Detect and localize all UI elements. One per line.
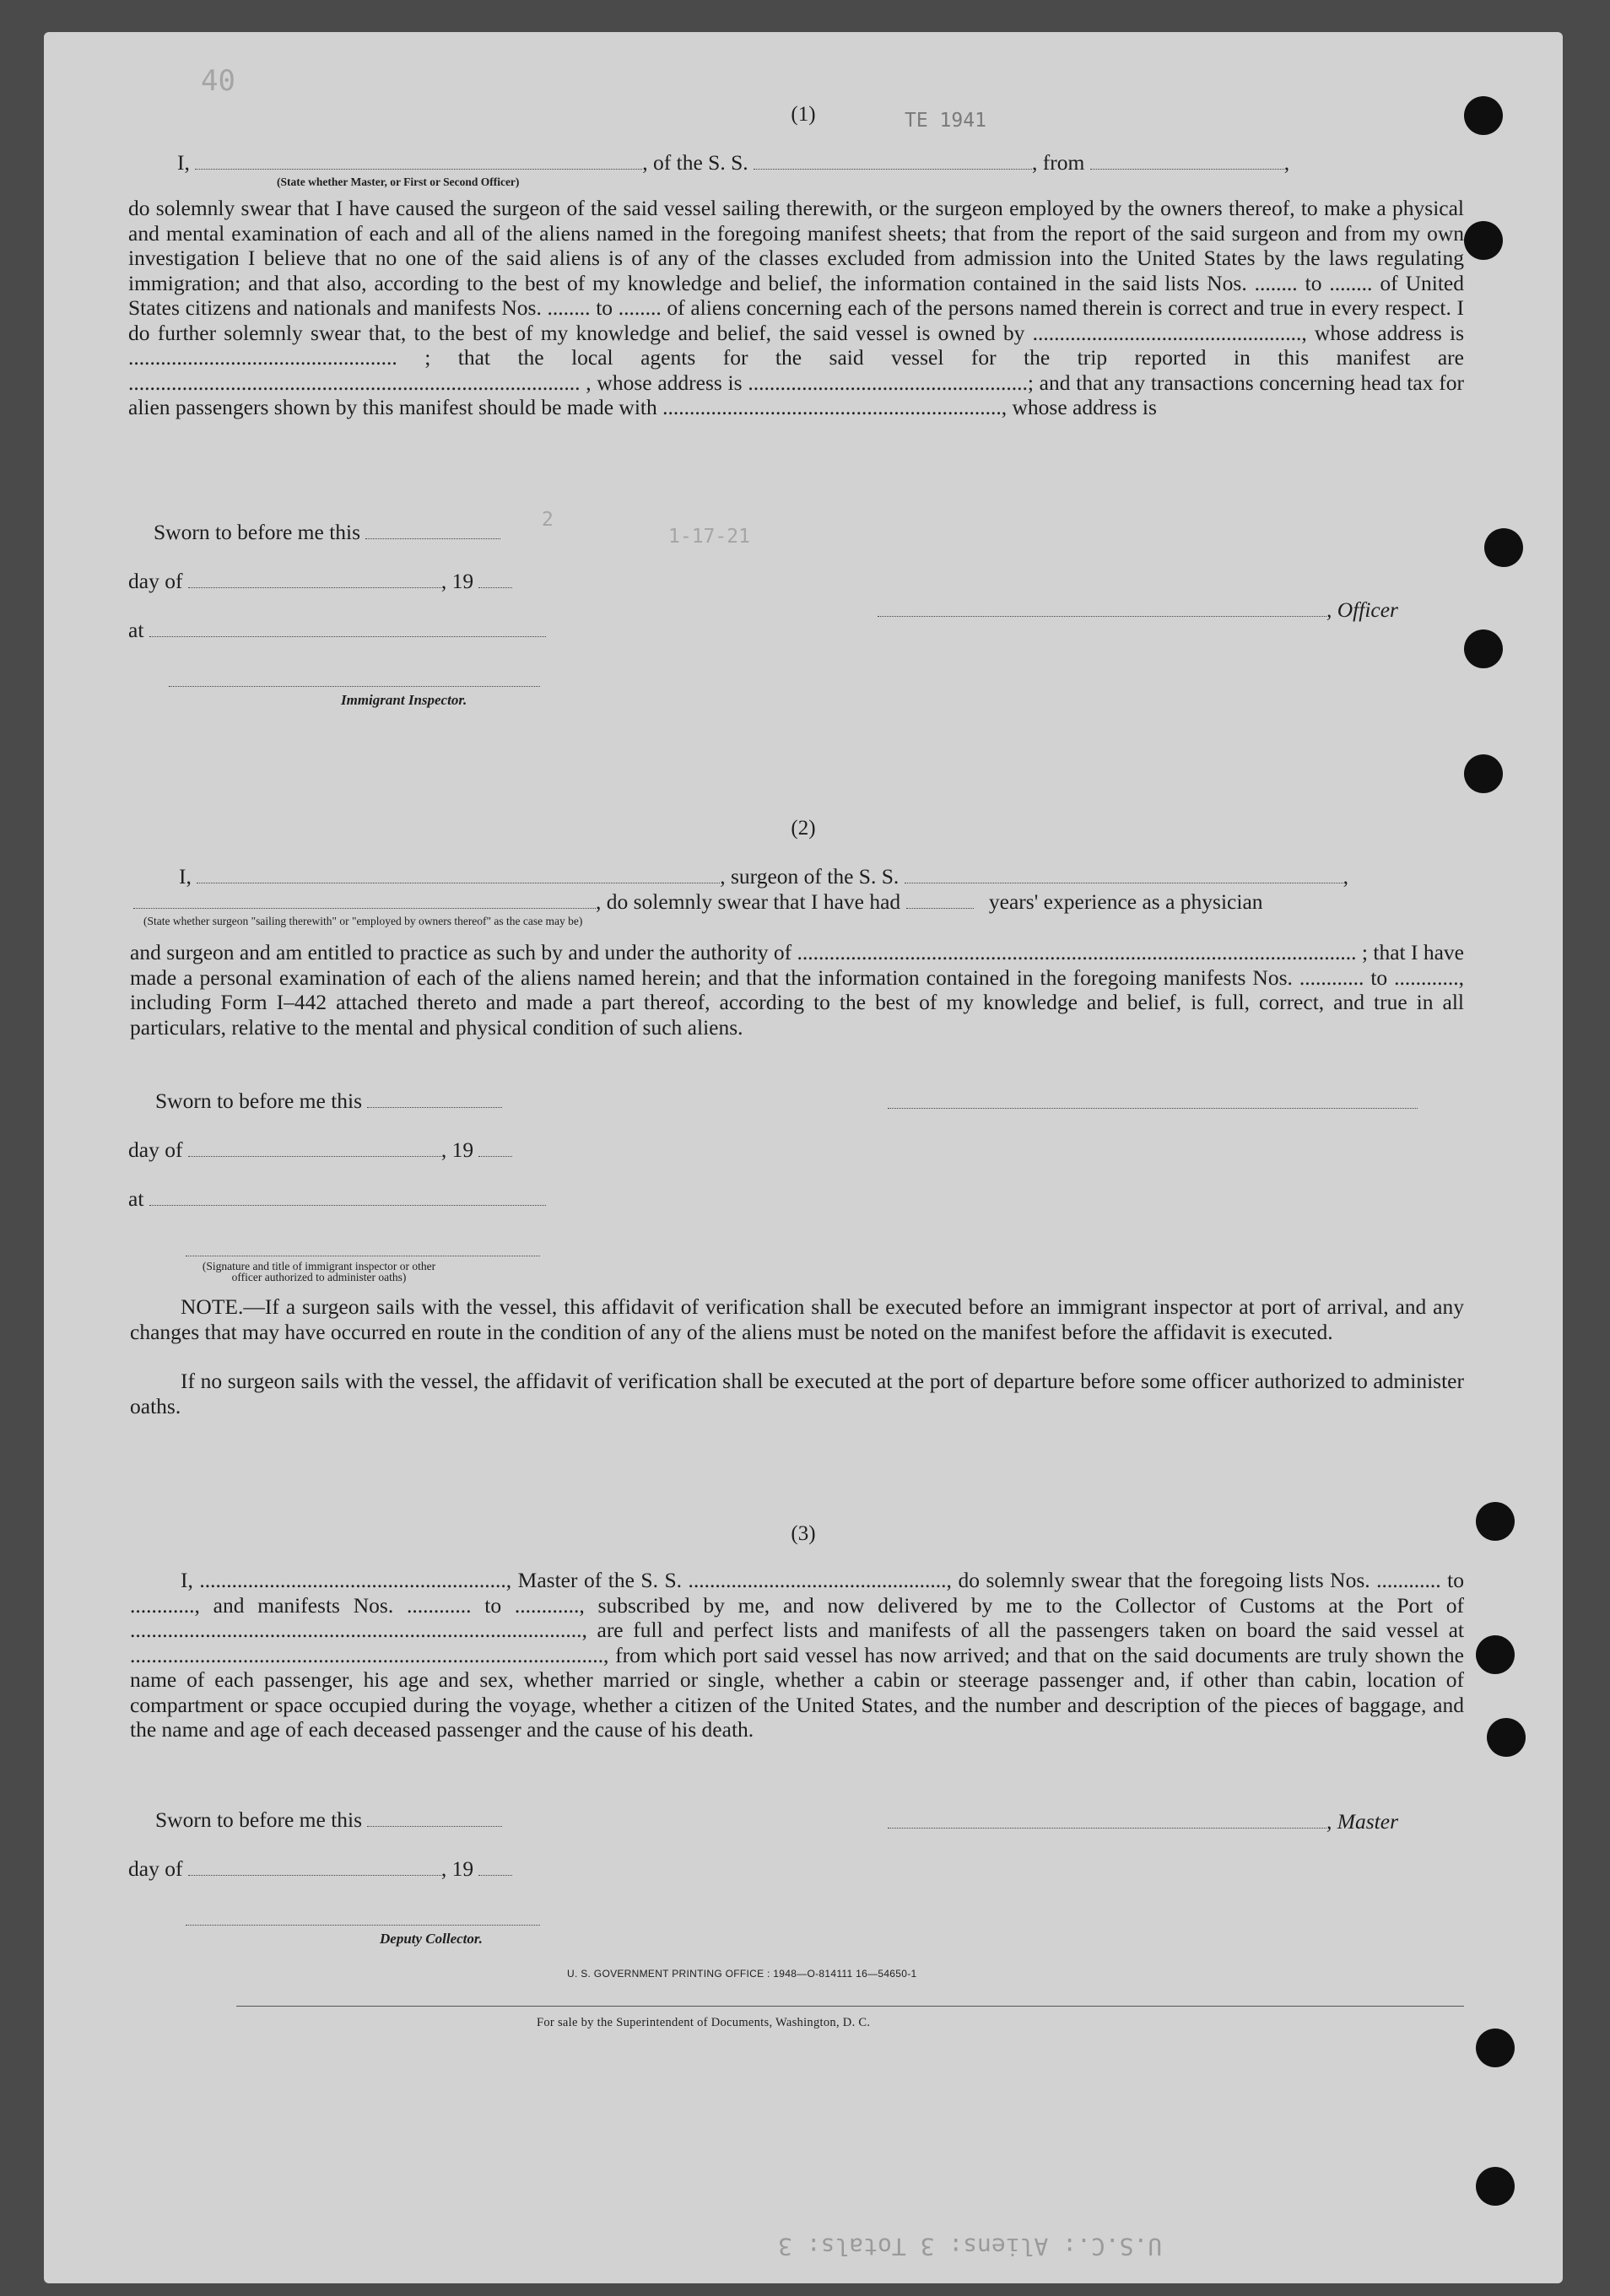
sec2-oath-line (179, 864, 1348, 889)
sec2-at-field[interactable] (149, 1188, 546, 1206)
sec1-ss-label: , of the S. S. (642, 150, 748, 175)
sec1-sworn-label: Sworn to before me this (154, 520, 361, 544)
sec1-vessel-field[interactable] (754, 152, 1032, 170)
sec1-day-field[interactable] (188, 570, 441, 588)
punch-hole (1476, 2029, 1515, 2067)
sec1-sworn (154, 520, 500, 545)
page-number-mark: 40 (201, 64, 235, 98)
punch-hole (1464, 754, 1503, 793)
sec2-surgeon-name-field[interactable] (197, 866, 720, 883)
sec3-day (128, 1856, 512, 1882)
faint-stamp-a: TE 1941 (905, 110, 986, 132)
punch-hole (1476, 1635, 1515, 1674)
punch-hole (1464, 221, 1503, 260)
sec1-from-field[interactable] (1090, 152, 1284, 170)
sec2-year-field[interactable] (478, 1139, 512, 1157)
sec3-deputy-line[interactable] (186, 1925, 540, 1926)
sec1-paragraph: do solemnly swear that I have caused the surgeon of the said vessel sailing therewith, or the surgeon employed by the owners thereof, to make a physical and mental examination of each and all of the aliens named in the foregoing manifest sheets; that from the report of the said surgeon and from my own investigation I believe that no one of the said aliens is of any of the classes excluded from admission into the United States by the laws regulating immigration; and that also, according to the best of my knowledge and belief, the information contained in the said lists Nos. ........ to ........ of United States citizens and nationals and manifests Nos. ........ to ........ of aliens concerning each of the persons named therein is correct and true in every respect. I do further solemnly swear that, to the best of my knowledge and belief, the said vessel is owned by .................................................., whose address is .................................................. ; that the local agents for the said vessel for the trip reported in this manifest are .................................................................................... , whose address is ....................................................; and that any transactions concerning head tax for alien passengers shown by this manifest should be made with ..............................................................., whose address is (128, 196, 1464, 419)
sec2-day-field[interactable] (188, 1139, 441, 1157)
sec3-master-sign (888, 1809, 1398, 1834)
sec2-at (128, 1186, 546, 1212)
punch-hole (1484, 528, 1523, 567)
sec3-sworn-label: Sworn to before me this (155, 1807, 363, 1832)
sec3-master-signature-field[interactable] (888, 1811, 1326, 1829)
sec2-comma: , (1343, 864, 1349, 889)
sec1-oath-line (177, 150, 1289, 176)
sec3-day-field[interactable] (188, 1858, 441, 1876)
sec2-surgeon-signature-line[interactable] (888, 1108, 1418, 1109)
section-1-number: (1) (791, 103, 816, 126)
sec2-subcaption: (State whether surgeon "sailing therewith" or "employed by owners thereof" as the case may be) (143, 915, 583, 927)
sec3-master-label: , Master (1326, 1809, 1398, 1834)
section-2-number: (2) (791, 817, 816, 840)
sec1-inspector-caption: Immigrant Inspector. (341, 692, 467, 708)
sec1-sworn-field[interactable] (365, 521, 500, 539)
sec2-line2 (133, 889, 1263, 915)
gpo-imprint: U. S. GOVERNMENT PRINTING OFFICE : 1948—O-814111 16—54650-1 (567, 1968, 917, 1980)
sec1-i: I, (177, 150, 190, 175)
sec2-note-2: If no surgeon sails with the vessel, the affidavit of verification shall be executed at the port of departure before some officer authorized to administer oaths. (130, 1369, 1464, 1418)
sec1-at-field[interactable] (149, 619, 546, 637)
sec3-year-label: , 19 (440, 1856, 474, 1881)
section-3-number: (3) (791, 1522, 816, 1545)
document-page (44, 32, 1563, 2283)
sec2-vessel-field[interactable] (905, 866, 1343, 883)
sec1-year-label: , 19 (440, 569, 474, 593)
sec2-signature-caption: (Signature and title of immigrant inspector or other officer authorized to administer oaths) (202, 1260, 436, 1283)
sec1-officer-signature-field[interactable] (878, 599, 1326, 617)
sec2-day-label: day of (128, 1137, 183, 1162)
sec1-from-label: , from (1032, 150, 1085, 175)
sec2-sworn (155, 1089, 502, 1114)
sec1-year-field[interactable] (478, 570, 512, 588)
punch-hole (1464, 629, 1503, 668)
sec2-paragraph: and surgeon and am entitled to practice as such by and under the authority of ........................................................................................................ ; that I have made a personal examination of each of the aliens named herein; and that the information contained in the foregoing manifests Nos. ............ to ............, including Form I–442 attached thereto and made a part thereof, according to the best of my knowledge and belief, is full, correct, and true in all particulars, relative to the mental and physical condition of such aliens. (130, 940, 1464, 1040)
faint-stamp-c: 1-17-21 (668, 526, 750, 548)
bottom-stamp: U.S.C.: Aliens: 3 Totals: 3 (778, 2233, 1163, 2261)
sec2-surgeon-label: , surgeon of the S. S. (720, 864, 900, 889)
sec3-sworn-field[interactable] (367, 1809, 502, 1827)
sec1-officer-name-field[interactable] (195, 152, 642, 170)
sec2-i: I, (179, 864, 192, 889)
sec2-note-1: NOTE.—If a surgeon sails with the vessel, this affidavit of verification shall be executed before an immigrant inspector at port of arrival, and any changes that may have occurred en route in the condition of any of the aliens must be noted on the manifest before the affidavit is executed. (130, 1294, 1464, 1344)
sec3-day-label: day of (128, 1856, 183, 1881)
sec1-officer-label: , Officer (1326, 597, 1398, 622)
sec2-physician-label: years' experience as a physician (988, 889, 1263, 914)
sec2-at-label: at (128, 1186, 144, 1211)
sec2-sworn-label: Sworn to before me this (155, 1089, 363, 1113)
sec2-day (128, 1137, 512, 1163)
sale-notice: For sale by the Superintendent of Documents, Washington, D. C. (537, 2016, 871, 2029)
footer-rule (236, 2006, 1464, 2007)
sec1-at-label: at (128, 618, 144, 642)
sec2-year-label: , 19 (440, 1137, 474, 1162)
sec2-capacity-field[interactable] (133, 891, 596, 909)
sec1-officer-sign (878, 597, 1398, 623)
punch-hole (1487, 1718, 1526, 1757)
sec3-deputy-caption: Deputy Collector. (380, 1931, 483, 1947)
sec1-inspector-line (169, 686, 540, 687)
sec3-year-field[interactable] (478, 1858, 512, 1876)
sec2-sworn-field[interactable] (367, 1090, 502, 1108)
punch-hole (1476, 2167, 1515, 2206)
sec1-at (128, 618, 546, 643)
sec3-sworn (155, 1807, 502, 1833)
sec1-day (128, 569, 512, 594)
sec1-comma: , (1283, 150, 1290, 175)
sec1-subcaption: (State whether Master, or First or Second Officer) (277, 176, 520, 188)
sec1-day-label: day of (128, 569, 183, 593)
sec2-years-field[interactable] (906, 891, 974, 909)
faint-stamp-b: 2 (542, 509, 554, 531)
sec2-years-label: , do solemnly swear that I have had (596, 889, 901, 914)
sec3-paragraph: I, ........................................................., Master of the S. S. ................................................, do solemnly swear that the foregoing lists Nos. ............ to ............, and manifests Nos. ............ to ............, subscribed by me, and now delivered by me to the Collector of Customs at the Port of ...................................................................................., are full and perfect lists and manifests of all the passengers taken on board the said vessel at ........................................................................................, from which port said vessel has now arrived; and that on the said documents are truly shown the name of each passenger, his age and sex, whether married or single, whether a cabin or steerage passenger and, if other than cabin, location of compartment or space occupied during the voyage, whether a citizen of the United States, and the number and description of the pieces of baggage, and the name and age of each deceased passenger and the cause of his death. (130, 1568, 1464, 1742)
